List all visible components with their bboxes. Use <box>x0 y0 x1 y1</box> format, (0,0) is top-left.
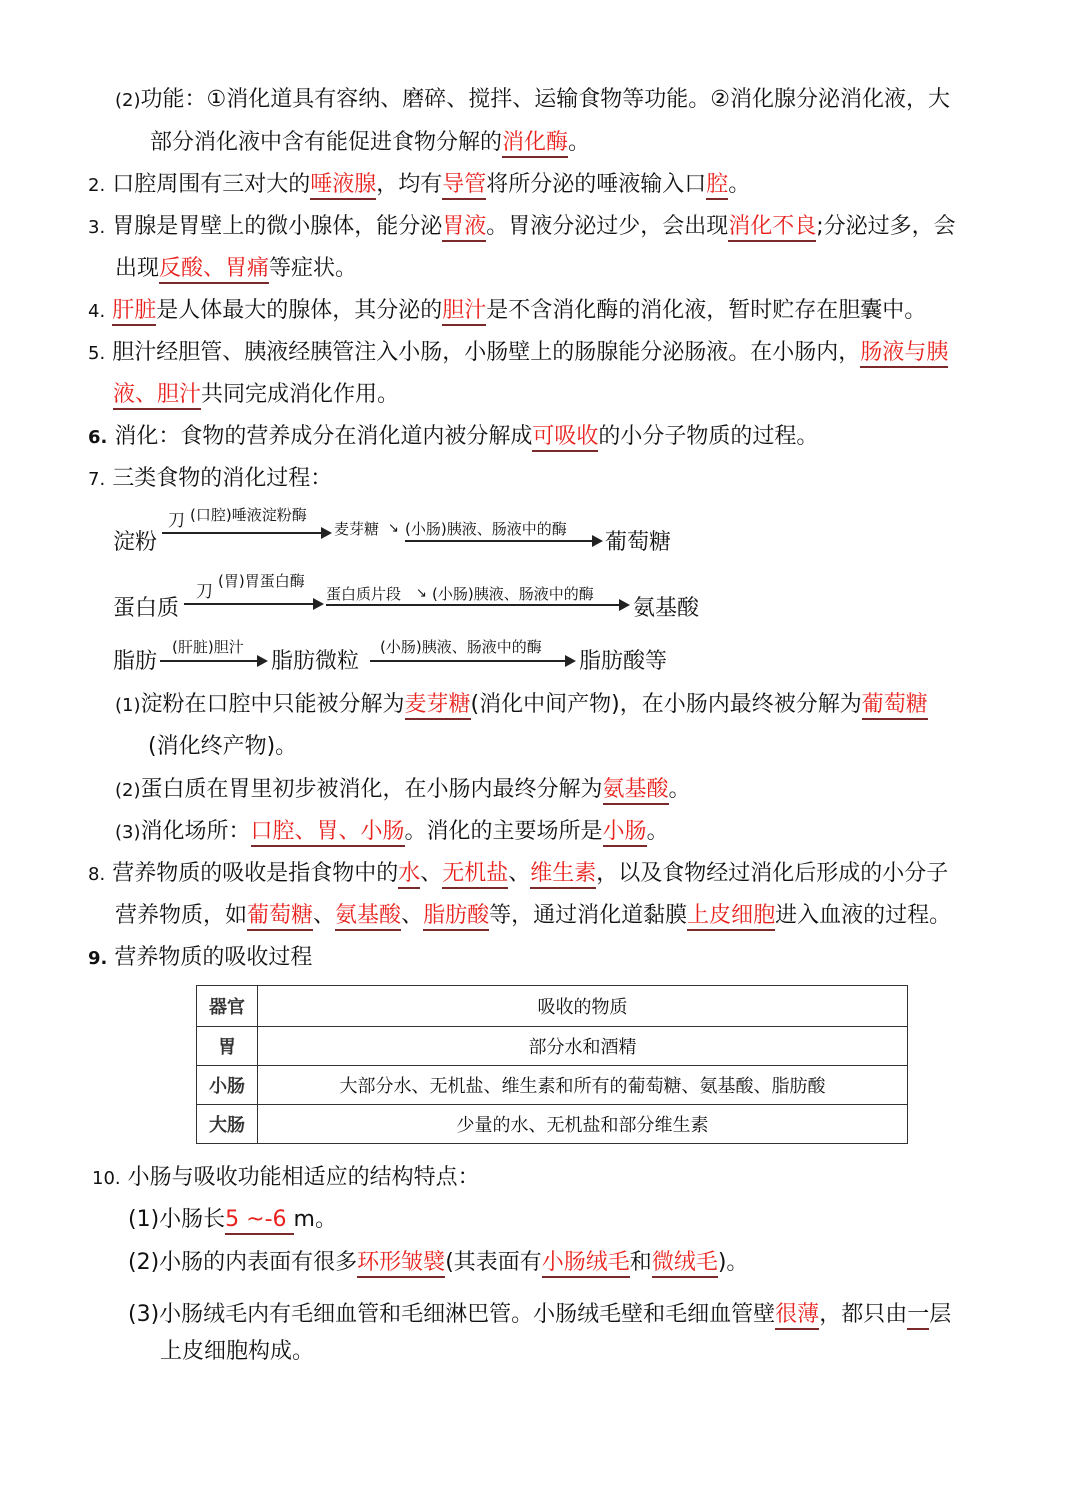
protein-end: 氨基酸 <box>633 596 700 621</box>
item-6: 6. 消化：食物的营养成分在消化道内被分解成可吸收的小分子物质的过程。 <box>88 422 818 453</box>
table-cell: 小肠 <box>197 1066 258 1105</box>
arrow <box>160 660 266 662</box>
starch-enzyme-1: (口腔)唾液淀粉酶 <box>190 506 307 524</box>
answer: 水 <box>398 861 420 889</box>
absorption-table <box>196 985 908 1144</box>
knife-mark: 刀 <box>196 582 213 602</box>
fat-end: 脂肪酸等 <box>579 649 668 674</box>
table-row <box>197 1105 908 1144</box>
table-row <box>197 1066 908 1105</box>
table-cell: 大部分水、无机盐、维生素和所有的葡萄糖、氨基酸、脂肪酸 <box>258 1066 908 1105</box>
answer: 消化酶 <box>502 130 568 158</box>
table-cell: 部分水和酒精 <box>258 1027 908 1066</box>
item-4: 4. 肝脏是人体最大的腺体，其分泌的胆汁是不含消化酶的消化液，暂时贮存在胆囊中。 <box>88 296 926 327</box>
fat-enzyme-1: (肝脏)胆汁 <box>172 638 244 656</box>
fat-enzyme-2: (小肠)胰液、肠液中的酶 <box>380 638 542 656</box>
answer: 小肠绒毛 <box>542 1250 630 1278</box>
item-7: 7. 三类食物的消化过程： <box>88 466 333 491</box>
answer: 反酸、胃痛 <box>159 256 269 284</box>
table-cell: 少量的水、无机盐和部分维生素 <box>258 1105 908 1144</box>
fat-start: 脂肪 <box>113 649 158 674</box>
knife-mark: 刀 <box>168 511 185 531</box>
sub-2: (2)蛋白质在胃里初步被消化，在小肠内最终分解为氨基酸。 <box>115 775 691 806</box>
answer: 氨基酸 <box>335 903 401 931</box>
item-9: 9. 营养物质的吸收过程 <box>88 945 313 970</box>
protein-start: 蛋白质 <box>113 596 180 621</box>
item-2: 2. 口腔周围有三对大的唾液腺，均有导管将所分泌的唾液输入口腔。 <box>88 170 750 201</box>
answer: 麦芽糖 <box>405 692 471 720</box>
answer: 肝脏 <box>112 298 156 326</box>
starch-mid: 麦芽糖 <box>334 520 380 538</box>
answer: 维生素 <box>530 861 596 889</box>
starch-end: 葡萄糖 <box>605 530 672 555</box>
table-cell: 大肠 <box>197 1105 258 1144</box>
arrow <box>184 603 322 605</box>
function-line-1: (2)功能：①消化道具有容纳、磨碎、搅拌、运输食物等功能。②消化腺分泌消化液，大 <box>115 87 950 112</box>
answer: 可吸收 <box>532 424 598 452</box>
answer: 一 <box>907 1302 929 1330</box>
protein-mid: 蛋白质片段 <box>326 585 402 603</box>
item-8: 8. 营养物质的吸收是指食物中的水、无机盐、维生素，以及食物经过消化后形成的小分子 <box>88 859 948 890</box>
answer: 微绒毛 <box>652 1250 718 1278</box>
starch-start: 淀粉 <box>113 530 158 555</box>
sub-label: (2) <box>115 90 141 111</box>
sub-1: (1)淀粉在口腔中只能被分解为麦芽糖(消化中间产物)，在小肠内最终被分解为葡萄糖 <box>115 690 928 721</box>
answer: 环形皱襞 <box>357 1250 445 1278</box>
item-3: 3. 胃腺是胃壁上的微小腺体，能分泌胃液。胃液分泌过少，会出现消化不良;分泌过多，会 <box>88 212 956 243</box>
table-row <box>197 1027 908 1066</box>
answer: 无机盐 <box>442 861 508 889</box>
answer: 唾液腺 <box>310 172 376 200</box>
starch-enzyme-2: (小肠)胰液、肠液中的酶 <box>405 520 567 538</box>
arrow <box>405 540 601 542</box>
answer: 肠液与胰 <box>860 340 948 368</box>
answer: 消化不良 <box>728 214 816 242</box>
answer: 液、胆汁 <box>113 382 201 410</box>
answer: 腔 <box>706 172 728 200</box>
item-10-3-cont: 上皮细胞构成。 <box>160 1339 315 1364</box>
protein-enzyme-2: (小肠)胰液、肠液中的酶 <box>432 585 594 603</box>
item-3-cont: 出现反酸、胃痛等症状。 <box>115 254 357 284</box>
answer: 导管 <box>442 172 486 200</box>
arrow <box>326 604 628 606</box>
sub-3: (3)消化场所：口腔、胃、小肠。消化的主要场所是小肠。 <box>115 817 669 848</box>
fat-mid: 脂肪微粒 <box>271 649 360 674</box>
arrow-glyph: ↘ <box>416 586 427 601</box>
item-8-cont: 营养物质，如葡萄糖、氨基酸、脂肪酸等，通过消化道黏膜上皮细胞进入血液的过程。 <box>115 901 951 931</box>
answer: 脂肪酸 <box>423 903 489 931</box>
table-header-cell: 器官 <box>197 986 258 1027</box>
arrow <box>162 532 330 534</box>
item-5-cont: 液、胆汁共同完成消化作用。 <box>113 380 399 410</box>
answer: 5 ~-6 <box>225 1207 293 1235</box>
answer: 很薄 <box>775 1302 819 1330</box>
item-10-1: (1)小肠长5 ~-6 m。 <box>128 1205 337 1235</box>
item-5: 5. 胆汁经胆管、胰液经胰管注入小肠，小肠壁上的肠腺能分泌肠液。在小肠内，肠液与胰 <box>88 338 948 369</box>
item-10: 10. 小肠与吸收功能相适应的结构特点： <box>92 1165 480 1190</box>
table-header-row <box>197 986 908 1027</box>
function-line-2: 部分消化液中含有能促进食物分解的消化酶。 <box>150 128 590 158</box>
arrow <box>370 660 574 662</box>
table-header-cell: 吸收的物质 <box>258 986 908 1027</box>
answer: 胆汁 <box>442 298 486 326</box>
arrow-glyph: ↘ <box>388 521 399 536</box>
answer: 上皮细胞 <box>687 903 775 931</box>
protein-enzyme-1: (胃)胃蛋白酶 <box>218 572 305 590</box>
sub-1-cont: (消化终产物)。 <box>148 734 298 759</box>
answer: 葡萄糖 <box>247 903 313 931</box>
table-cell: 胃 <box>197 1027 258 1066</box>
answer: 氨基酸 <box>603 777 669 805</box>
answer: 小肠 <box>603 819 647 847</box>
answer: 胃液 <box>442 214 486 242</box>
answer: 葡萄糖 <box>862 692 928 720</box>
answer: 口腔、胃、小肠 <box>251 819 405 847</box>
item-10-2: (2)小肠的内表面有很多环形皱襞(其表面有小肠绒毛和微绒毛)。 <box>128 1248 748 1278</box>
item-10-3: (3)小肠绒毛内有毛细血管和毛细淋巴管。小肠绒毛壁和毛细血管壁很薄，都只由一层 <box>128 1300 951 1330</box>
